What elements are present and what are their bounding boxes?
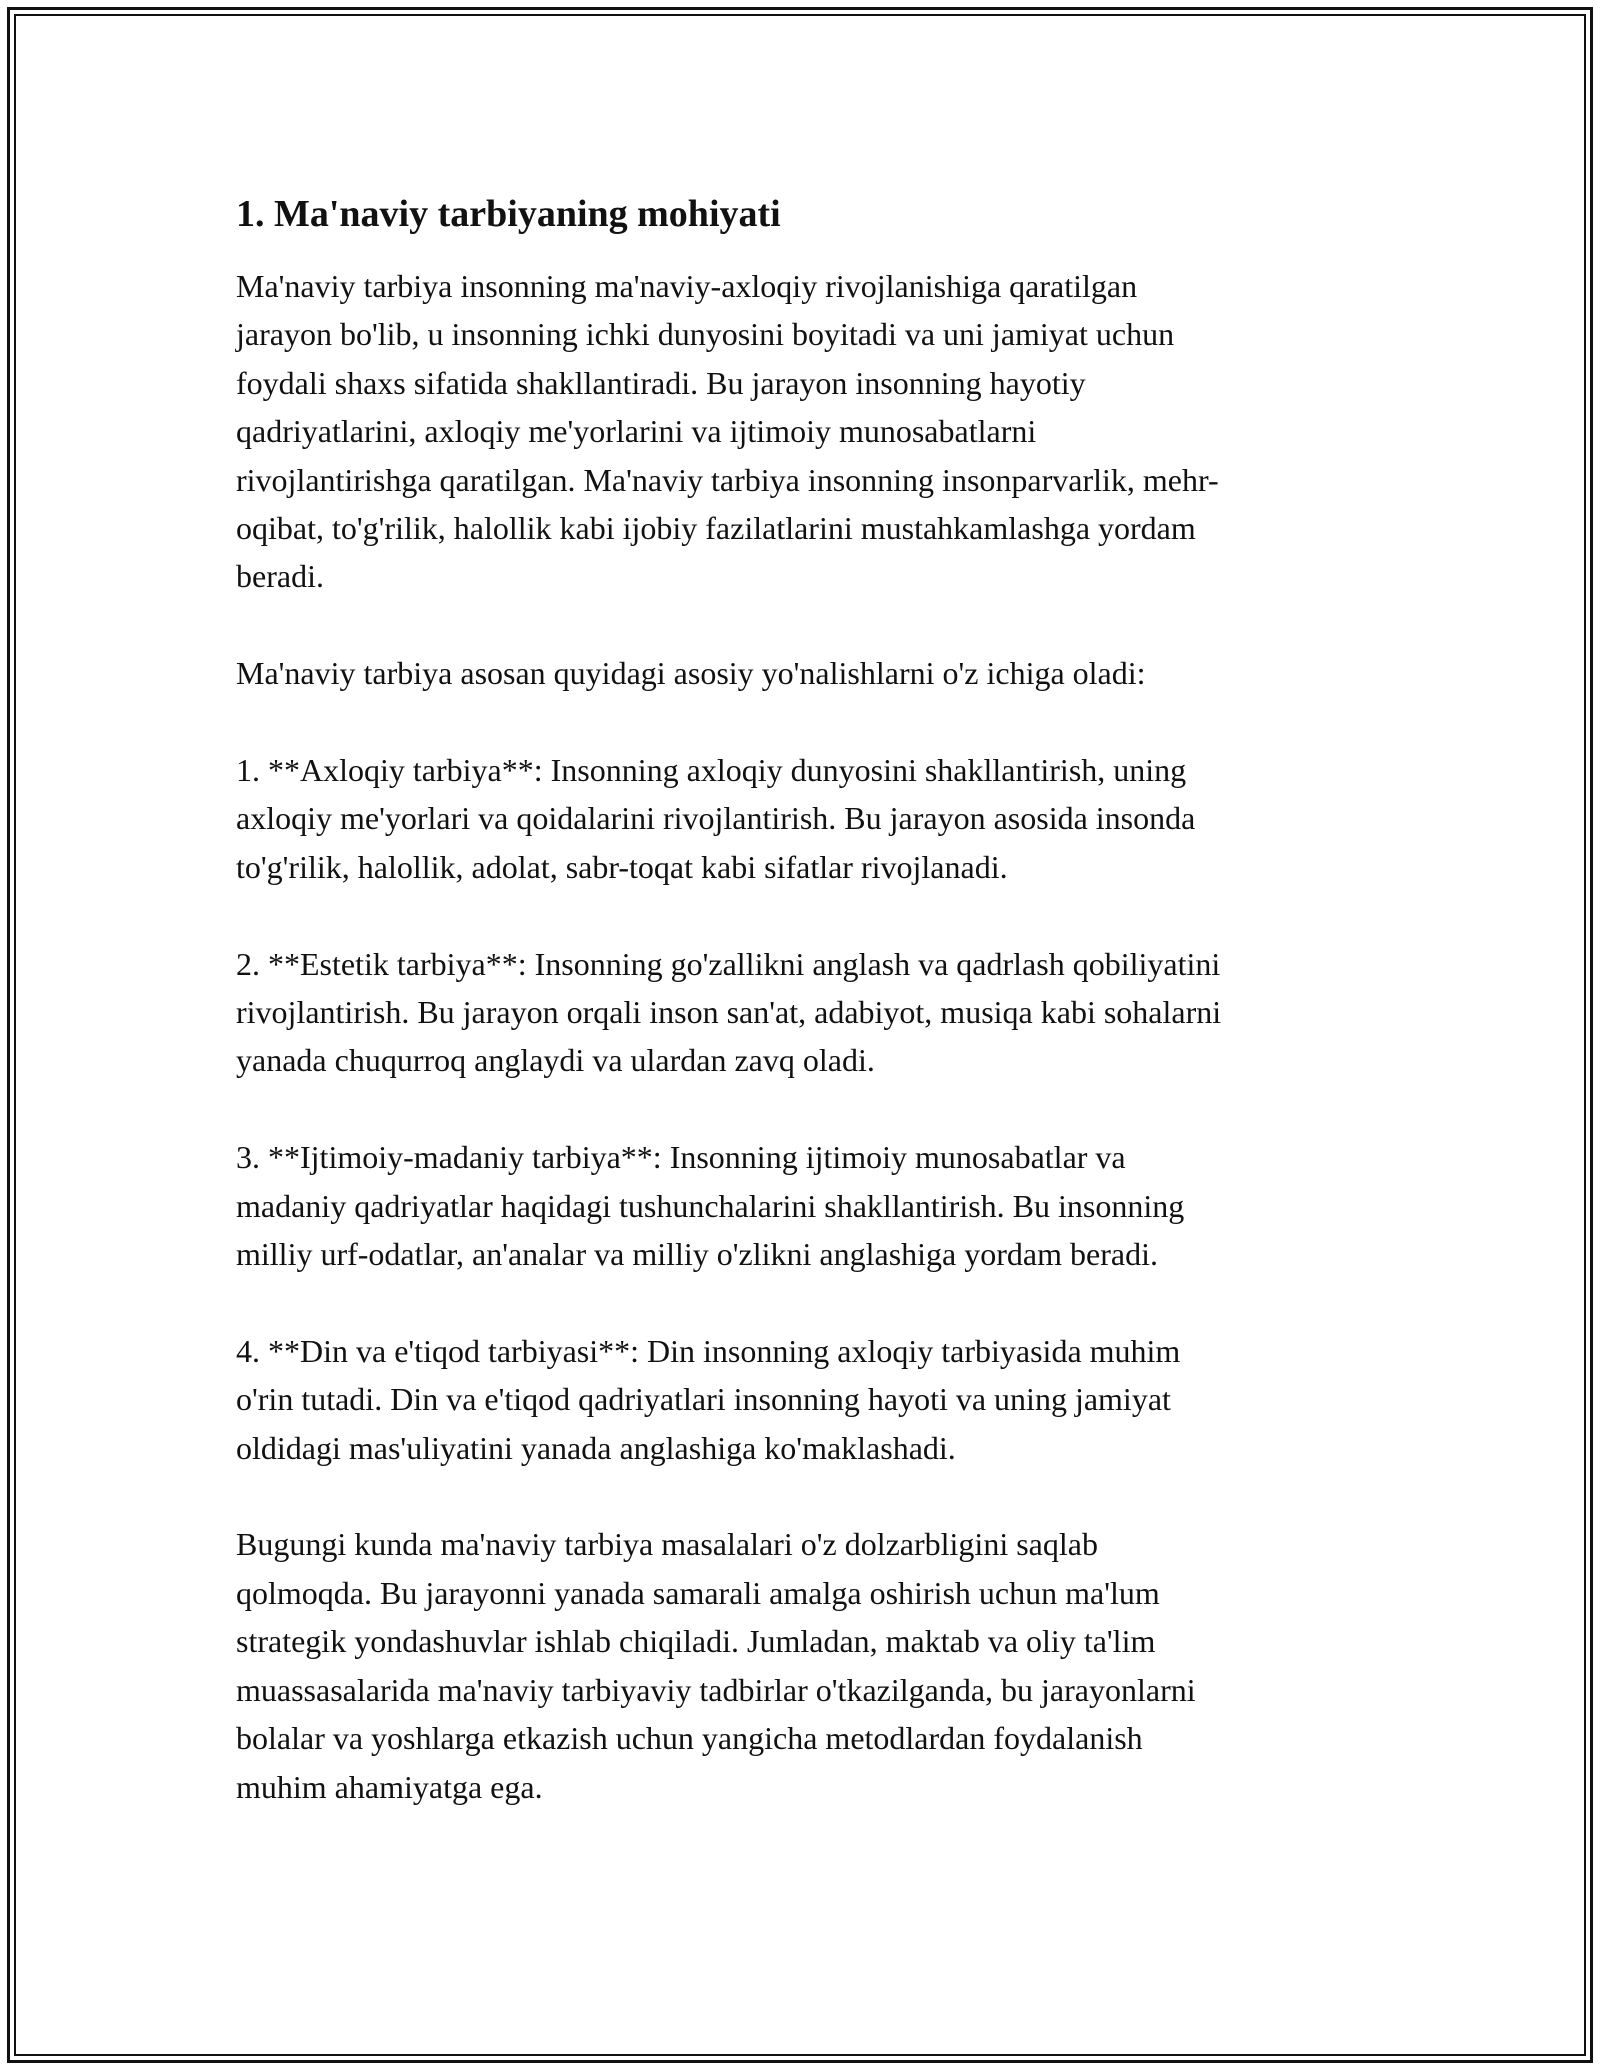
list-item-socio-cultural-education: 3. **Ijtimoiy-madaniy tarbiya**: Insonning ijtimoiy munosabatlar va madaniy qadriyatlar haqidagi tushunchalarini shakllantirish. Bu insonning milliy urf-odatlar, an'analar va milliy o'zlikni anglashiga yordam beradi.: [236, 1139, 1185, 1273]
conclusion-paragraph: Bugungi kunda ma'naviy tarbiya masalalari o'z dolzarbligini saqlab qolmoqda. Bu jarayonni yanada samarali amalga oshirish uchun ma'lum strategik yondashuvlar ishlab chiqiladi. Jumladan, maktab va oliy ta'lim muassasalarida ma'naviy tarbiyaviy tadbirlar o'tkazilganda, bu jarayonlarni bolalar va yoshlarga etkazish uchun yangicha metodlardan foydalanish muhim ahamiyatga ega.: [236, 1526, 1196, 1805]
section-heading: 1. Ma'naviy tarbiyaning mohiyati: [236, 193, 781, 235]
list-item-moral-education: 1. **Axloqiy tarbiya**: Insonning axloqiy dunyosini shakllantirish, uning axloqiy me'yorlari va qoidalarini rivojlantirish. Bu jarayon asosida insonda to'g'rilik, halollik, adolat, sabr-toqat kabi sifatlar rivojlanadi.: [236, 752, 1196, 885]
list-item-aesthetic-education: 2. **Estetik tarbiya**: Insonning go'zallikni anglash va qadrlash qobiliyatini rivojlantirish. Bu jarayon orqali inson san'at, adabiyot, musiqa kabi sohalarni yanada chuqurroq anglaydi va ulardan zavq oladi.: [236, 945, 1222, 1079]
directions-lead-paragraph: Ma'naviy tarbiya asosan quyidagi asosiy yo'nalishlarni o'z ichiga oladi:: [236, 655, 1146, 692]
list-item-religious-education: 4. **Din va e'tiqod tarbiyasi**: Din insonning axloqiy tarbiyasida muhim o'rin tutadi. Din va e'tiqod qadriyatlari insonning hayoti va uning jamiyat oldidagi mas'uliyatini yanada anglashiga ko'maklashadi.: [236, 1332, 1181, 1466]
intro-paragraph: Ma'naviy tarbiya insonning ma'naviy-axloqiy rivojlanishiga qaratilgan jarayon bo'lib, u insonning ichki dunyosini boyitadi va uni jamiyat uchun foydali shaxs sifatida shakllantiradi. Bu jarayon insonning hayotiy qadriyatlarini, axloqiy me'yorlarini va ijtimoiy munosabatlarni rivojlantirishga qaratilgan. Ma'naviy tarbiya insonning insonparvarlik, mehr- oqibat, to'g'rilik, halollik kabi ijobiy fazilatlarini mustahkamlashga yordam beradi.: [236, 268, 1219, 595]
document-body: [236, 186, 1376, 1859]
